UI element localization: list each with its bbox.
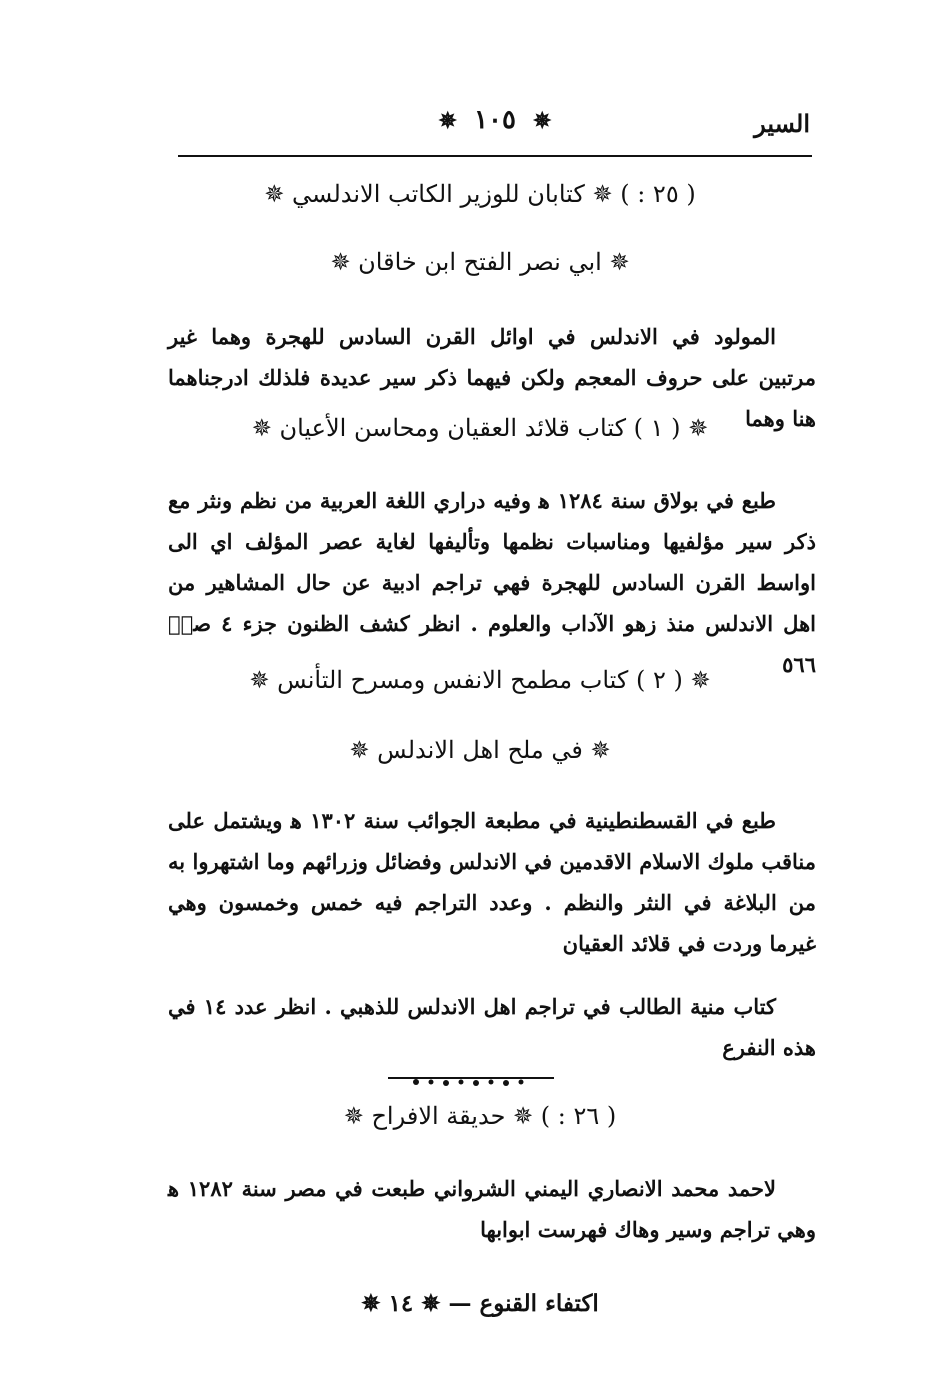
page-number-block: [170, 105, 820, 135]
footer-signature: اكتفاء القنوع — ✵ ١٤ ✵: [361, 1290, 599, 1317]
star-ornament-icon: ✵: [438, 108, 457, 134]
book-1-title: ✵ ( ١ ) كتاب قلائد العقيان ومحاسن الأعيان ✵: [251, 414, 709, 442]
entry-25-author: ✵ ابي نصر الفتح ابن خاقان ✵: [330, 248, 630, 276]
book-2-subtitle: ✵ في ملح اهل الاندلس ✵: [349, 736, 611, 764]
book-2-description: طبع في القسطنطينية في مطبعة الجوائب سنة ١٣٠٢ ﻫ ويشتمل على مناقب ملوك الاسلام الاقدمين في الاندلس وفضائل وزرائهم وما اشتهروا به من البلاغة في النثر والنظم . وعدد التراجم فيه خمس وخمسون وهي غيرما وردت في قلائد العقيان: [168, 808, 816, 956]
entry-26-description: لاحمد محمد الانصاري اليمني الشرواني طبعت في مصر سنة ١٢٨٢ ﻫ وهي تراجم وسير وهاك فهرست ابوابها: [168, 1176, 816, 1242]
entry-25-heading: ( ٢٥ : ) ✵ كتابان للوزير الكاتب الاندلسي ✵: [264, 180, 696, 208]
entry-25-intro: المولود في الاندلس في اوائل القرن السادس للهجرة وهما غير مرتبين على حروف المعجم ولكن فيهما ذكر سير عديدة فلذلك ادرجناهما هنا وهما: [168, 324, 816, 431]
divider-ornament-icon: [386, 1070, 556, 1090]
entry-26-heading: ( ٢٦ : ) ✵ حديقة الافراح ✵: [343, 1102, 617, 1130]
cross-reference-note: كتاب منية الطالب في تراجم اهل الاندلس للذهبي . انظر عدد ١٤ في هذه النفرع: [168, 994, 816, 1060]
section-divider: [0, 1070, 942, 1094]
running-title: السير: [754, 109, 810, 138]
star-ornament-icon: ✵: [533, 108, 552, 134]
page-number: ١٠٥: [474, 105, 516, 135]
header-rule: [178, 155, 812, 157]
page-header: [170, 95, 820, 145]
book-2-title: ✵ ( ٢ ) كتاب مطمح الانفس ومسرح التأنس ✵: [249, 666, 711, 694]
book-1-description: طبع في بولاق سنة ١٢٨٤ ﻫ وفيه دراري اللغة العربية من نظم ونثر مع ذكر سير مؤلفيها ومناسبات نظمها وتأليفها لغاية عصر المؤلف اي الى اواسط القرن السادس للهجرة فهي تراجم ادبية عن حال المشاهير من اهل الاندلس منذ زهو الآداب والعلوم . انظر كشف الظنون جزء ٤ صحٖ ٥٦٦: [168, 488, 816, 677]
